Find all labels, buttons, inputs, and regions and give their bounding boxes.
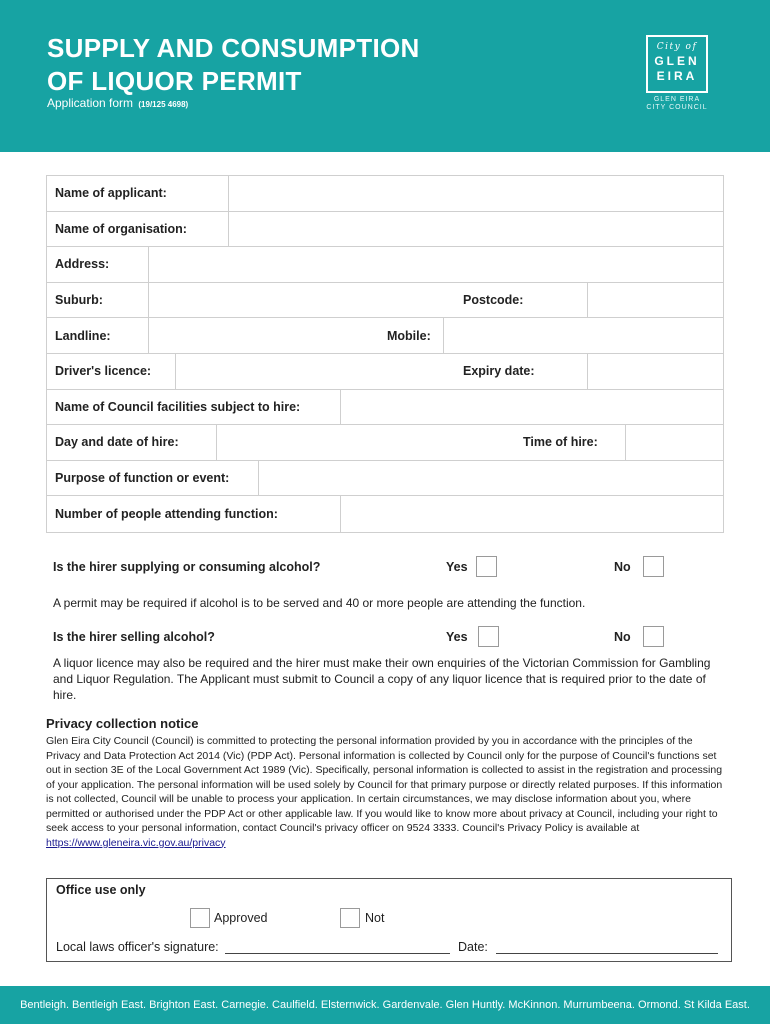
supplying-yes-checkbox[interactable] bbox=[476, 556, 497, 577]
expiry-date-field[interactable] bbox=[587, 354, 723, 389]
supplying-yes-label: Yes bbox=[446, 560, 468, 574]
form-row-organisation bbox=[47, 212, 723, 248]
drivers-licence-label: Driver's licence: bbox=[55, 364, 152, 379]
permit-note: A permit may be required if alcohol is to be served and 40 or more people are attending the function. bbox=[53, 596, 586, 610]
office-use-box bbox=[46, 878, 732, 962]
expiry-date-label: Expiry date: bbox=[463, 364, 535, 379]
logo-line-3: EIRA bbox=[656, 69, 698, 83]
signature-line[interactable] bbox=[225, 953, 450, 954]
privacy-body-text: Glen Eira City Council (Council) is committed to protecting the personal information provided by you in accordance with the principles of the Privacy and Data Protection Act 2014 (Vic) (PDP Act). Personal information is collected by Council only for the purpose of Council's functions set out in section 3E of the Local Government Act 1989 (Vic). Specifically, personal information is collected to assist in the registration and processing of your application. The personal information will be used solely by Council for that primary purpose or directly related purposes. If this information is not collected, Council will be unable to process your application. In certain circumstances, we may disclose information about you, where permitted or authorised under the PDP Act or other applicable law. If you would like to know more about privacy at Council, including your right to seek access to your personal information, contact Council's privacy officer on 9524 3333. Council's Privacy Policy is available at bbox=[46, 735, 723, 834]
form-reference: (19/125 4698) bbox=[138, 100, 189, 109]
not-approved-label: Not bbox=[365, 911, 385, 925]
organisation-name-field[interactable] bbox=[228, 212, 723, 247]
logo-line-1: City of bbox=[656, 42, 698, 52]
postcode-field[interactable] bbox=[587, 283, 723, 318]
attendance-label: Number of people attending function: bbox=[55, 507, 278, 522]
mobile-label: Mobile: bbox=[387, 328, 431, 343]
organisation-name-label: Name of organisation: bbox=[55, 221, 187, 236]
form-row-attendance bbox=[47, 496, 723, 532]
supplying-no-checkbox[interactable] bbox=[643, 556, 664, 577]
form-subtitle bbox=[47, 96, 188, 110]
form-row-applicant bbox=[47, 176, 723, 212]
privacy-policy-link[interactable]: https://www.gleneira.vic.gov.au/privacy bbox=[46, 836, 226, 849]
facilities-field[interactable] bbox=[340, 390, 723, 425]
page-title bbox=[47, 32, 420, 98]
selling-yes-label: Yes bbox=[446, 630, 468, 644]
facilities-label: Name of Council facilities subject to hire: bbox=[55, 399, 301, 414]
attendance-field[interactable] bbox=[340, 496, 723, 532]
purpose-label: Purpose of function or event: bbox=[55, 471, 230, 486]
logo-caption bbox=[640, 96, 714, 112]
date-line[interactable] bbox=[496, 953, 718, 954]
not-approved-checkbox[interactable] bbox=[340, 908, 360, 928]
selling-no-label: No bbox=[614, 630, 631, 644]
address-label: Address: bbox=[55, 257, 110, 272]
drivers-licence-field[interactable] bbox=[175, 354, 455, 389]
form-row-purpose bbox=[47, 461, 723, 497]
privacy-notice bbox=[46, 734, 726, 850]
landline-field[interactable] bbox=[148, 318, 379, 353]
mobile-field[interactable] bbox=[443, 318, 723, 353]
supplying-question: Is the hirer supplying or consuming alcohol? bbox=[53, 560, 321, 574]
suburb-field[interactable] bbox=[148, 283, 455, 318]
footer-banner bbox=[0, 986, 770, 1024]
form-row-facilities bbox=[47, 390, 723, 426]
hire-time-label: Time of hire: bbox=[523, 435, 598, 450]
signature-label: Local laws officer's signature: bbox=[56, 940, 219, 954]
selling-yes-checkbox[interactable] bbox=[478, 626, 499, 647]
date-label: Date: bbox=[458, 940, 488, 954]
footer-suburbs: Bentleigh. Bentleigh East. Brighton East. Carnegie. Caulfield. Elsternwick. Gardenvale. Glen Huntly. McKinnon. Murrumbeena. Ormond. St Kilda East. bbox=[20, 999, 750, 1011]
landline-label: Landline: bbox=[55, 328, 111, 343]
hire-time-field[interactable] bbox=[625, 425, 723, 460]
address-field[interactable] bbox=[148, 247, 723, 282]
title-line-1: SUPPLY AND CONSUMPTION bbox=[47, 33, 420, 63]
selling-question: Is the hirer selling alcohol? bbox=[53, 630, 215, 644]
logo-caption-2: CITY COUNCIL bbox=[646, 104, 708, 111]
hire-date-label: Day and date of hire: bbox=[55, 435, 179, 450]
header-banner bbox=[0, 0, 770, 152]
title-line-2: OF LIQUOR PERMIT bbox=[47, 66, 302, 96]
suburb-label: Suburb: bbox=[55, 293, 103, 308]
form-row-hire-date bbox=[47, 425, 723, 461]
purpose-field[interactable] bbox=[258, 461, 723, 496]
form-row-suburb bbox=[47, 283, 723, 319]
application-form bbox=[46, 175, 724, 533]
privacy-title: Privacy collection notice bbox=[46, 716, 199, 731]
selling-no-checkbox[interactable] bbox=[643, 626, 664, 647]
postcode-label: Postcode: bbox=[463, 293, 524, 308]
approved-checkbox[interactable] bbox=[190, 908, 210, 928]
applicant-name-label: Name of applicant: bbox=[55, 186, 167, 201]
liquor-licence-note: A liquor licence may also be required and the hirer must make their own enquiries of the Victorian Commission for Gambling and Liquor Regulation. The Applicant must submit to Council a copy of any liquor licence that is required prior to the date of hire. bbox=[53, 656, 711, 702]
approved-label: Approved bbox=[214, 911, 268, 925]
form-row-address bbox=[47, 247, 723, 283]
hire-date-field[interactable] bbox=[216, 425, 515, 460]
supplying-no-label: No bbox=[614, 560, 631, 574]
council-logo bbox=[646, 35, 708, 93]
form-row-licence bbox=[47, 354, 723, 390]
applicant-name-field[interactable] bbox=[228, 176, 723, 211]
subtitle-text: Application form bbox=[47, 96, 134, 110]
office-use-title: Office use only bbox=[56, 883, 146, 897]
form-row-phone bbox=[47, 318, 723, 354]
logo-caption-1: GLEN EIRA bbox=[653, 96, 701, 103]
logo-line-2: GLEN bbox=[654, 54, 700, 68]
